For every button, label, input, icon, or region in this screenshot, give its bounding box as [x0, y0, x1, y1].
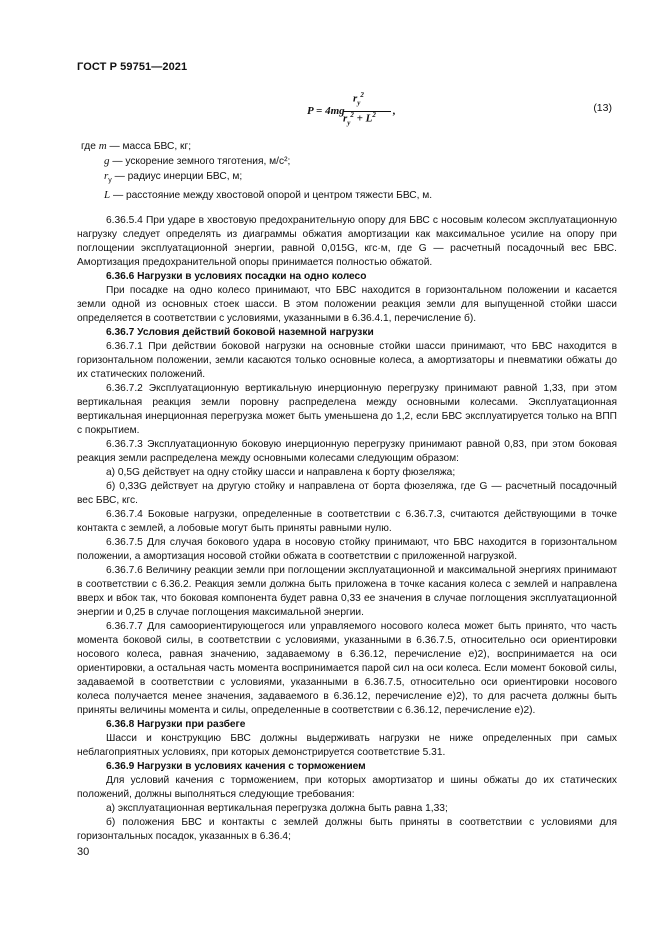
formula-numerator: $r_y^2$ — [353, 91, 364, 107]
section-heading: 6.36.8 Нагрузки при разбеге — [106, 719, 246, 730]
definition-ry: $r_y$ — радиус инерции БВС, м; — [104, 170, 243, 185]
paragraph: 6.36.7.6 Величину реакции земли при поглощении эксплуатационной и максимальной энергиях принимают в соответствии с 6.36.2. Реакция земли должна быть приложена в точке касания колеса с землей и направлена вверх и вбок так, что боковая компонента будет равна 0,33 ее значения в случае поглощения эксплуатационной энергии и 0,25 в случае поглощения максимальной энергии. — [77, 565, 617, 618]
formula-lhs: P = 4mg — [307, 105, 345, 117]
list-item: б) 0,33G действует на другую стойку и направлена от борта фюзеляжа, где G — расчетный посадочный вес БВС, кгс. — [77, 481, 617, 506]
list-item: а) 0,5G действует на одну стойку шасси и направлена к борту фюзеляжа; — [106, 467, 456, 478]
section-heading: 6.36.7 Условия действий боковой наземной нагрузки — [106, 327, 374, 338]
formula-number: (13) — [593, 102, 612, 114]
formula-denominator: $r_y^2 + L^2$ — [343, 111, 376, 127]
definition-m: где m — масса БВС, кг; — [81, 140, 192, 152]
formula-tail: , — [393, 105, 396, 117]
paragraph: Для условий качения с торможением, при которых амортизатор и шины обжаты до их статических положений, должны выполняться следующие требования: — [77, 775, 617, 800]
definition-g: g — ускорение земного тяготения, м/с²; — [104, 155, 291, 167]
document-header: ГОСТ Р 59751—2021 — [77, 61, 188, 73]
page-number: 30 — [77, 846, 90, 858]
paragraph: Шасси и конструкцию БВС должны выдерживать нагрузки не ниже определенных при самых неблагоприятных условиях, при которых демонстрируется соответствие 5.31. — [77, 733, 617, 758]
paragraph: 6.36.7.1 При действии боковой нагрузки на основные стойки шасси принимают, что БВС находится в горизонтальном положении, земли касаются только основные колеса, а амортизаторы и пневматики обжаты до их статических положений. — [77, 341, 617, 380]
section-heading: 6.36.9 Нагрузки в условиях качения с торможением — [106, 761, 366, 772]
definitions-list — [77, 139, 617, 203]
paragraph: При посадке на одно колесо принимают, что БВС находится в горизонтальном положении и касается земли одной из основных стоек шасси. В этом положении реакция земли для выпущенной стойки шасси определяется в соответствии с условиями, указанными в 6.36.4.1, перечисление б). — [77, 285, 617, 324]
section-heading: 6.36.6 Нагрузки в условиях посадки на одно колесо — [106, 271, 367, 282]
formula-row — [77, 83, 612, 131]
document-body — [77, 214, 617, 844]
paragraph: 6.36.7.2 Эксплуатационную вертикальную инерционную перегрузку принимают равной 1,33, при этом вертикальная реакция земли поровну распределена между основными колесами. Эксплуатационная вертикальная инерционная перегрузка может быть уменьшена до 1,2, если БВС эксплуатируется только на ВПП с покрытием. — [77, 383, 617, 436]
paragraph: 6.36.5.4 При ударе в хвостовую предохранительную опору для БВС с носовым колесом эксплуатационную нагрузку следует определять из диаграммы обжатия амортизации как максимальное усилие на опору при поглощении эксплуатационной энергии, равной 0,015G, кгс·м, где G — расчетный посадочный вес БВС. Амортизация предохранительной опоры принимается полностью обжатой. — [77, 215, 617, 268]
paragraph: 6.36.7.7 Для самоориентирующегося или управляемого носового колеса может быть принято, что часть момента боковой силы, в соответствии с условиями, указанными в 6.36.7.5, относительно оси ориентировки носового колеса, равная значению, задаваемому в 6.36.12, перечисление е)2), воспринимается на оси ориентировки, а остальная часть момента воспринимается парой сил на оси колеса. Если момент боковой силы, задаваемой в соответствии с условиями, указанными в 6.36.7.5, относительно оси ориентировки носового колеса получается менее значения, задаваемого в 6.36.12, перечисление е)2), то для расчета должны быть приняты величины момента и силы, определенные в соответствии с 6.36.12, перечисление е)2). — [77, 621, 617, 716]
list-item: б) положения БВС и контакты с землей должны быть приняты в соответствии с условиями для горизонтальных посадок, указанных в 6.36.4; — [77, 817, 617, 842]
paragraph: 6.36.7.5 Для случая бокового удара в носовую стойку принимают, что БВС находится в горизонтальном положении, а амортизация носовой стойки обжата в соответствии с приложенной нагрузкой. — [77, 537, 617, 562]
paragraph: 6.36.7.4 Боковые нагрузки, определенные в соответствии с 6.36.7.3, считаются действующими в точке контакта с землей, а лобовые могут быть приняты равными нулю. — [77, 509, 617, 534]
paragraph: 6.36.7.3 Эксплуатационную боковую инерционную перегрузку принимают равной 0,83, при этом боковая реакция земли распределена между основными колесами следующим образом: — [77, 439, 617, 464]
definition-l: L — расстояние между хвостовой опорой и центром тяжести БВС, м. — [104, 189, 433, 202]
list-item: а) эксплуатационная вертикальная перегрузка должна быть равна 1,33; — [106, 803, 448, 814]
